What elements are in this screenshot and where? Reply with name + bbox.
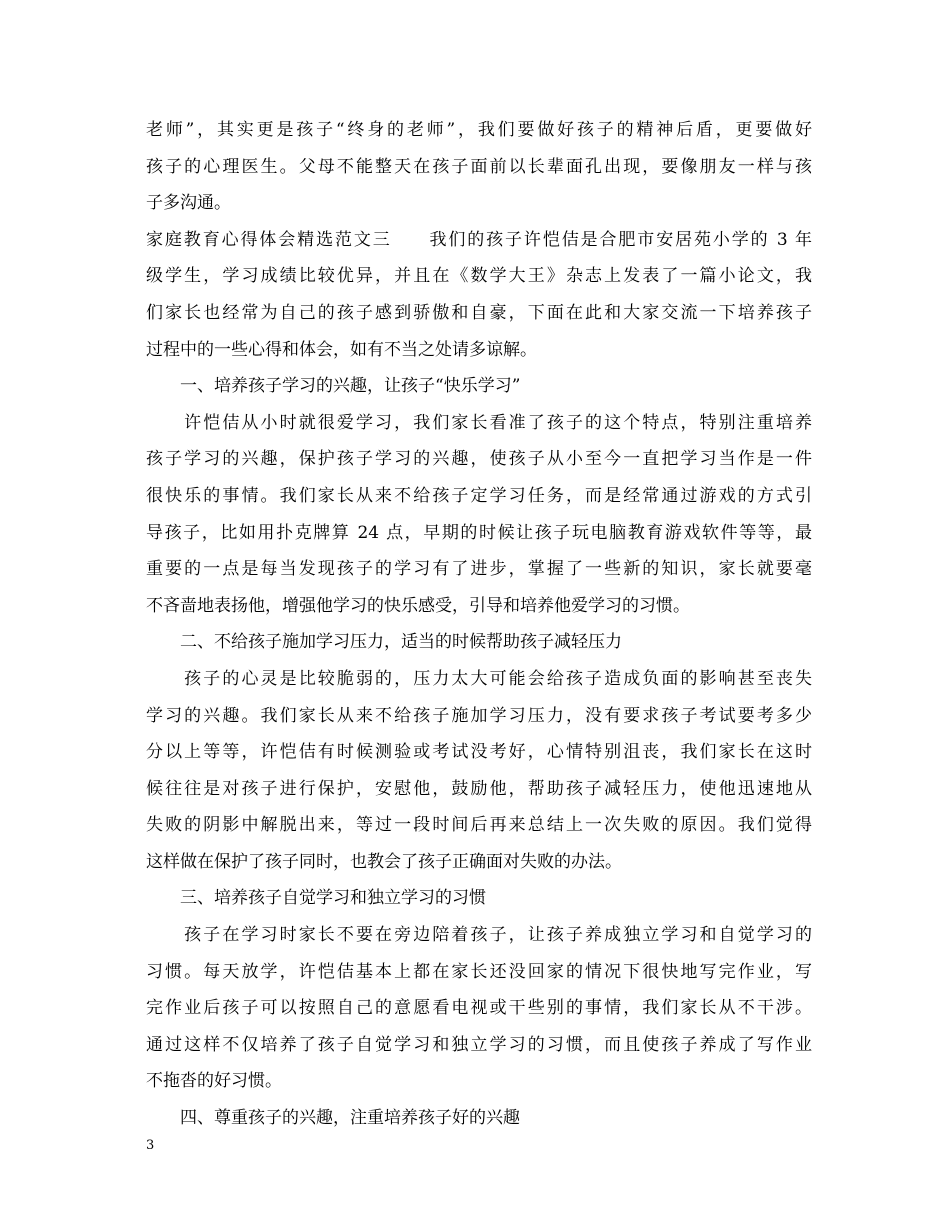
body-text — [146, 113, 812, 1138]
text-line: 不吝啬地表扬他，增强他学习的快乐感受，引导和培养他爱学习的习惯。 — [146, 595, 690, 616]
text-line: 孩子的心理医生。父母不能整天在孩子面前以长辈面孔出现，要像朋友一样与孩 — [146, 156, 812, 177]
text-line: 学习的兴趣。我们家长从来不给孩子施加学习压力，没有要求孩子考试要考多少 — [146, 705, 812, 726]
subheading-4: 四、尊重孩子的兴趣，注重培养孩子好的兴趣 — [146, 1108, 520, 1129]
subheading-3: 三、培养孩子自觉学习和独立学习的习惯 — [146, 888, 486, 909]
subheading-2: 二、不给孩子施加学习压力，适当的时候帮助孩子减轻压力 — [146, 632, 622, 653]
text-line: 过程中的一些心得和体会，如有不当之处请多谅解。 — [146, 339, 537, 360]
text-line: 重要的一点是每当发现孩子的学习有了进步，掌握了一些新的知识，家长就要毫 — [146, 559, 812, 580]
text-line: 们家长也经常为自己的孩子感到骄傲和自豪，下面在此和大家交流一下培养孩子 — [146, 302, 812, 323]
text-line: 导孩子，比如用扑克牌算 24 点，早期的时候让孩子玩电脑教育游戏软件等等，最 — [146, 522, 812, 543]
text-line: 子多沟通。 — [146, 193, 231, 214]
page-number: 3 — [146, 1138, 155, 1153]
subheading-1: 一、培养孩子学习的兴趣，让孩子“快乐学习” — [146, 376, 521, 397]
text-line: 失败的阴影中解脱出来，等过一段时间后再来总结上一次失败的原因。我们觉得 — [146, 815, 812, 836]
text-line: 孩子在学习时家长不要在旁边陪着孩子，让孩子养成独立学习和自觉学习的 — [146, 925, 812, 946]
text-line: 不拖沓的好习惯。 — [146, 1071, 282, 1092]
text-line: 孩子的心灵是比较脆弱的，压力太大可能会给孩子造成负面的影响甚至丧失 — [146, 668, 812, 689]
text-line: 级学生，学习成绩比较优异，并且在《数学大王》杂志上发表了一篇小论文，我 — [146, 266, 812, 287]
text-line: 这样做在保护了孩子同时，也教会了孩子正确面对失败的办法。 — [146, 851, 622, 872]
text-line: 候往往是对孩子进行保护，安慰他，鼓励他，帮助孩子减轻压力，使他迅速地从 — [146, 778, 812, 799]
text-line: 分以上等等，许恺佶有时候测验或考试没考好，心情特别沮丧，我们家长在这时 — [146, 742, 812, 763]
text-line: 孩子学习的兴趣，保护孩子学习的兴趣，使孩子从小至今一直把学习当作是一件 — [146, 449, 812, 470]
text-line: 通过这样不仅培养了孩子自觉学习和独立学习的习惯，而且使孩子养成了写作业 — [146, 1034, 812, 1055]
section-heading-line: 家庭教育心得体会精选范文三 我们的孩子许恺佶是合肥市安居苑小学的 3 年 — [146, 229, 812, 250]
text-line: 完作业后孩子可以按照自己的意愿看电视或干些别的事情，我们家长从不干涉。 — [146, 998, 812, 1019]
text-line: 老师”，其实更是孩子“终身的老师”，我们要做好孩子的精神后盾，更要做好 — [146, 120, 812, 140]
text-line: 很快乐的事情。我们家长从来不给孩子定学习任务，而是经常通过游戏的方式引 — [146, 485, 812, 506]
text-line: 习惯。每天放学，许恺佶基本上都在家长还没回家的情况下很快地写完作业，写 — [146, 961, 812, 982]
text-line: 许恺佶从小时就很爱学习，我们家长看准了孩子的这个特点，特别注重培养 — [146, 412, 812, 433]
